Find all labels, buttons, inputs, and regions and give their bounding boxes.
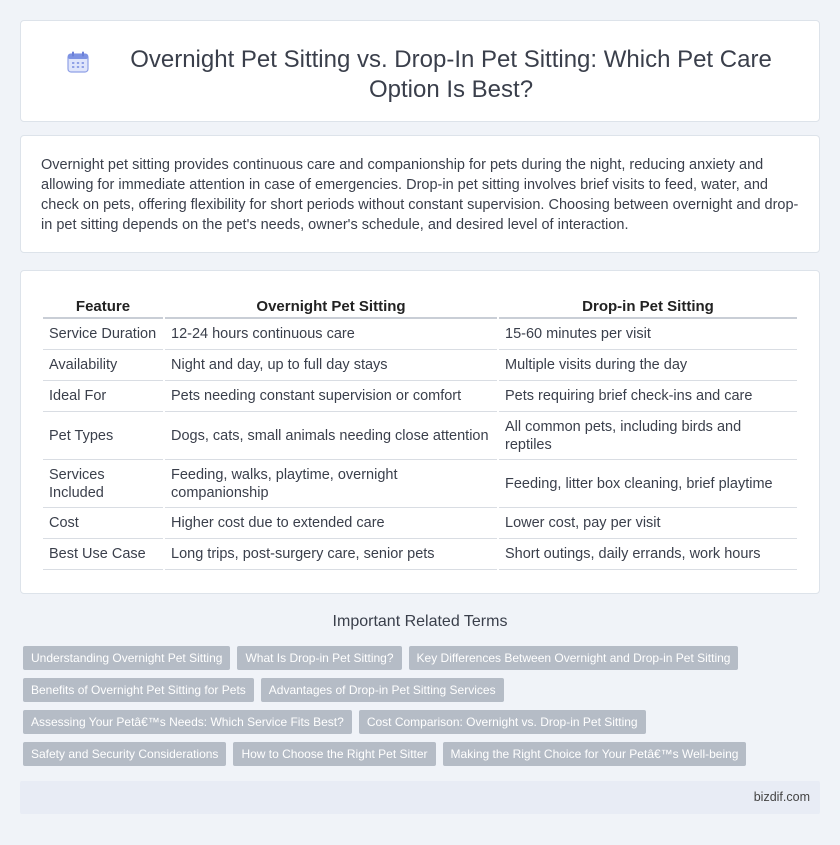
comparison-card bbox=[20, 270, 820, 594]
table-cell: Cost bbox=[43, 508, 163, 539]
intro-text: Overnight pet sitting provides continuous care and companionship for pets during the night, reducing anxiety and allowing for immediate attention in case of emergencies. Drop-in pet sitting involves brief visits to feed, water, and check on pets, offering flexibility for short periods without constant supervision. Choosing between overnight and drop-in pet sitting depends on the pet's needs, owner's schedule, and desired level of interaction. bbox=[41, 157, 799, 233]
intro-card bbox=[20, 135, 820, 253]
table-row bbox=[43, 412, 797, 460]
related-term-tag[interactable]: Advantages of Drop-in Pet Sitting Services bbox=[261, 678, 504, 702]
related-terms-list bbox=[23, 646, 823, 774]
table-cell: Availability bbox=[43, 350, 163, 381]
table-cell: Higher cost due to extended care bbox=[165, 508, 497, 539]
footer bbox=[20, 781, 820, 814]
related-term-tag[interactable]: How to Choose the Right Pet Sitter bbox=[233, 742, 435, 766]
related-term-tag[interactable]: Safety and Security Considerations bbox=[23, 742, 226, 766]
page-title: Overnight Pet Sitting vs. Drop-In Pet Sitting: Which Pet Care Option Is Best? bbox=[130, 46, 772, 103]
related-term-tag[interactable]: Understanding Overnight Pet Sitting bbox=[23, 646, 230, 670]
table-row bbox=[43, 350, 797, 381]
header-feature: Feature bbox=[43, 295, 163, 319]
related-term-tag[interactable]: Making the Right Choice for Your Petâ€™s Well-being bbox=[443, 742, 747, 766]
table-cell: Lower cost, pay per visit bbox=[499, 508, 797, 539]
table-cell: All common pets, including birds and reptiles bbox=[499, 412, 797, 460]
table-cell: Feeding, walks, playtime, overnight companionship bbox=[165, 460, 497, 508]
related-term-tag[interactable]: Benefits of Overnight Pet Sitting for Pets bbox=[23, 678, 254, 702]
table-cell: Short outings, daily errands, work hours bbox=[499, 539, 797, 570]
table-row bbox=[43, 319, 797, 350]
related-term-tag[interactable]: Assessing Your Petâ€™s Needs: Which Service Fits Best? bbox=[23, 710, 352, 734]
table-cell: Pet Types bbox=[43, 412, 163, 460]
table-cell: Best Use Case bbox=[43, 539, 163, 570]
table-cell: Services Included bbox=[43, 460, 163, 508]
table-header-row bbox=[43, 295, 797, 319]
table-cell: Service Duration bbox=[43, 319, 163, 350]
table-cell: Feeding, litter box cleaning, brief playtime bbox=[499, 460, 797, 508]
header-dropin: Drop-in Pet Sitting bbox=[499, 295, 797, 319]
header-overnight: Overnight Pet Sitting bbox=[165, 295, 497, 319]
footer-site-link[interactable]: bizdif.com bbox=[753, 790, 810, 804]
table-cell: Dogs, cats, small animals needing close attention bbox=[165, 412, 497, 460]
table-cell: Pets needing constant supervision or comfort bbox=[165, 381, 497, 412]
table-cell: 15-60 minutes per visit bbox=[499, 319, 797, 350]
related-terms-title: Important Related Terms bbox=[332, 613, 508, 630]
table-row bbox=[43, 539, 797, 570]
table-cell: Long trips, post-surgery care, senior pets bbox=[165, 539, 497, 570]
table-cell: Night and day, up to full day stays bbox=[165, 350, 497, 381]
table-cell: 12-24 hours continuous care bbox=[165, 319, 497, 350]
related-term-tag[interactable]: Key Differences Between Overnight and Drop-in Pet Sitting bbox=[409, 646, 739, 670]
header-card bbox=[20, 20, 820, 122]
table-row bbox=[43, 460, 797, 508]
table-row bbox=[43, 381, 797, 412]
comparison-table bbox=[41, 295, 799, 570]
table-cell: Ideal For bbox=[43, 381, 163, 412]
table-cell: Pets requiring brief check-ins and care bbox=[499, 381, 797, 412]
calendar-icon bbox=[67, 51, 89, 73]
table-cell: Multiple visits during the day bbox=[499, 350, 797, 381]
related-term-tag[interactable]: Cost Comparison: Overnight vs. Drop-in Pet Sitting bbox=[359, 710, 646, 734]
table-row bbox=[43, 508, 797, 539]
related-term-tag[interactable]: What Is Drop-in Pet Sitting? bbox=[237, 646, 401, 670]
